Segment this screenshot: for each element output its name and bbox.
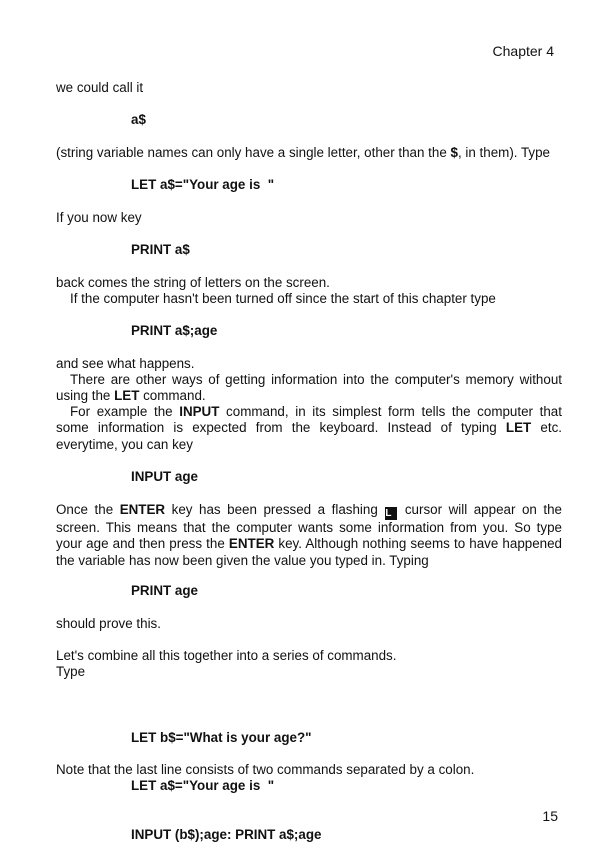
code-block-program — [131, 697, 321, 860]
bold-term: ENTER — [119, 502, 166, 517]
text: For example the — [70, 404, 180, 419]
code-line-print-age: PRINT age — [131, 583, 198, 598]
text: command, in its simplest form tells the computer that some information is expected from the keyboard. Instead of typing — [56, 404, 562, 436]
text: key. Although nothing seems to have happened the variable has now been given the value you typed in. Typing — [56, 536, 562, 568]
code-line: INPUT (b$);age: PRINT a$;age — [131, 827, 322, 843]
text: Once the — [56, 502, 120, 517]
bold-term: LET — [505, 420, 532, 436]
paragraph-input-command — [56, 404, 562, 453]
paragraph-other-ways — [56, 372, 562, 405]
text: (string variable names can only have a single letter, other than the — [56, 145, 451, 160]
page-number: 15 — [542, 808, 558, 824]
code-line-print-a-age: PRINT a$;age — [131, 323, 218, 338]
bold-term: $ — [450, 145, 458, 160]
code-line-let-a: LET a$="Your age is " — [131, 177, 275, 192]
paragraph-note: Note that the last line consists of two commands separated by a colon. — [56, 762, 475, 777]
paragraph-if-you-key: If you now key — [56, 210, 142, 225]
text: etc. everytime, you can key — [56, 420, 562, 452]
paragraph-combine: Let's combine all this together into a series of commands. — [56, 648, 397, 663]
text: , in them). Type — [457, 145, 551, 160]
paragraph-intro: we could call it — [56, 80, 144, 95]
code-line: LET a$="Your age is " — [131, 778, 275, 794]
code-line-print-a: PRINT a$ — [131, 242, 190, 257]
l-cursor-icon: L — [385, 507, 397, 520]
text: command. — [139, 388, 206, 404]
code-line-a-dollar: a$ — [131, 112, 146, 127]
paragraph-string-names — [56, 145, 562, 161]
chapter-heading: Chapter 4 — [492, 43, 554, 59]
text: key has been pressed a flashing — [165, 502, 385, 517]
paragraph-see-what-happens: and see what happens. — [56, 356, 195, 371]
code-line: LET b$="What is your age?" — [131, 729, 312, 745]
bold-term: LET — [114, 388, 140, 404]
bold-term: INPUT — [179, 404, 220, 419]
paragraph-type: Type — [56, 664, 86, 679]
text: cursor will appear on the screen. This means that the computer wants some information from you. So type your age and then press the — [56, 502, 563, 552]
paragraph-back-comes: back comes the string of letters on the screen. — [56, 275, 330, 290]
text: There are other ways of getting information into the computer's memory without using the — [56, 372, 562, 404]
paragraph-if-computer: If the computer hasn't been turned off since the start of this chapter type — [70, 291, 496, 306]
paragraph-enter-key — [56, 502, 562, 569]
bold-term: ENTER — [228, 536, 275, 552]
code-line-input-age: INPUT age — [131, 469, 198, 484]
paragraph-prove-this: should prove this. — [56, 616, 161, 631]
